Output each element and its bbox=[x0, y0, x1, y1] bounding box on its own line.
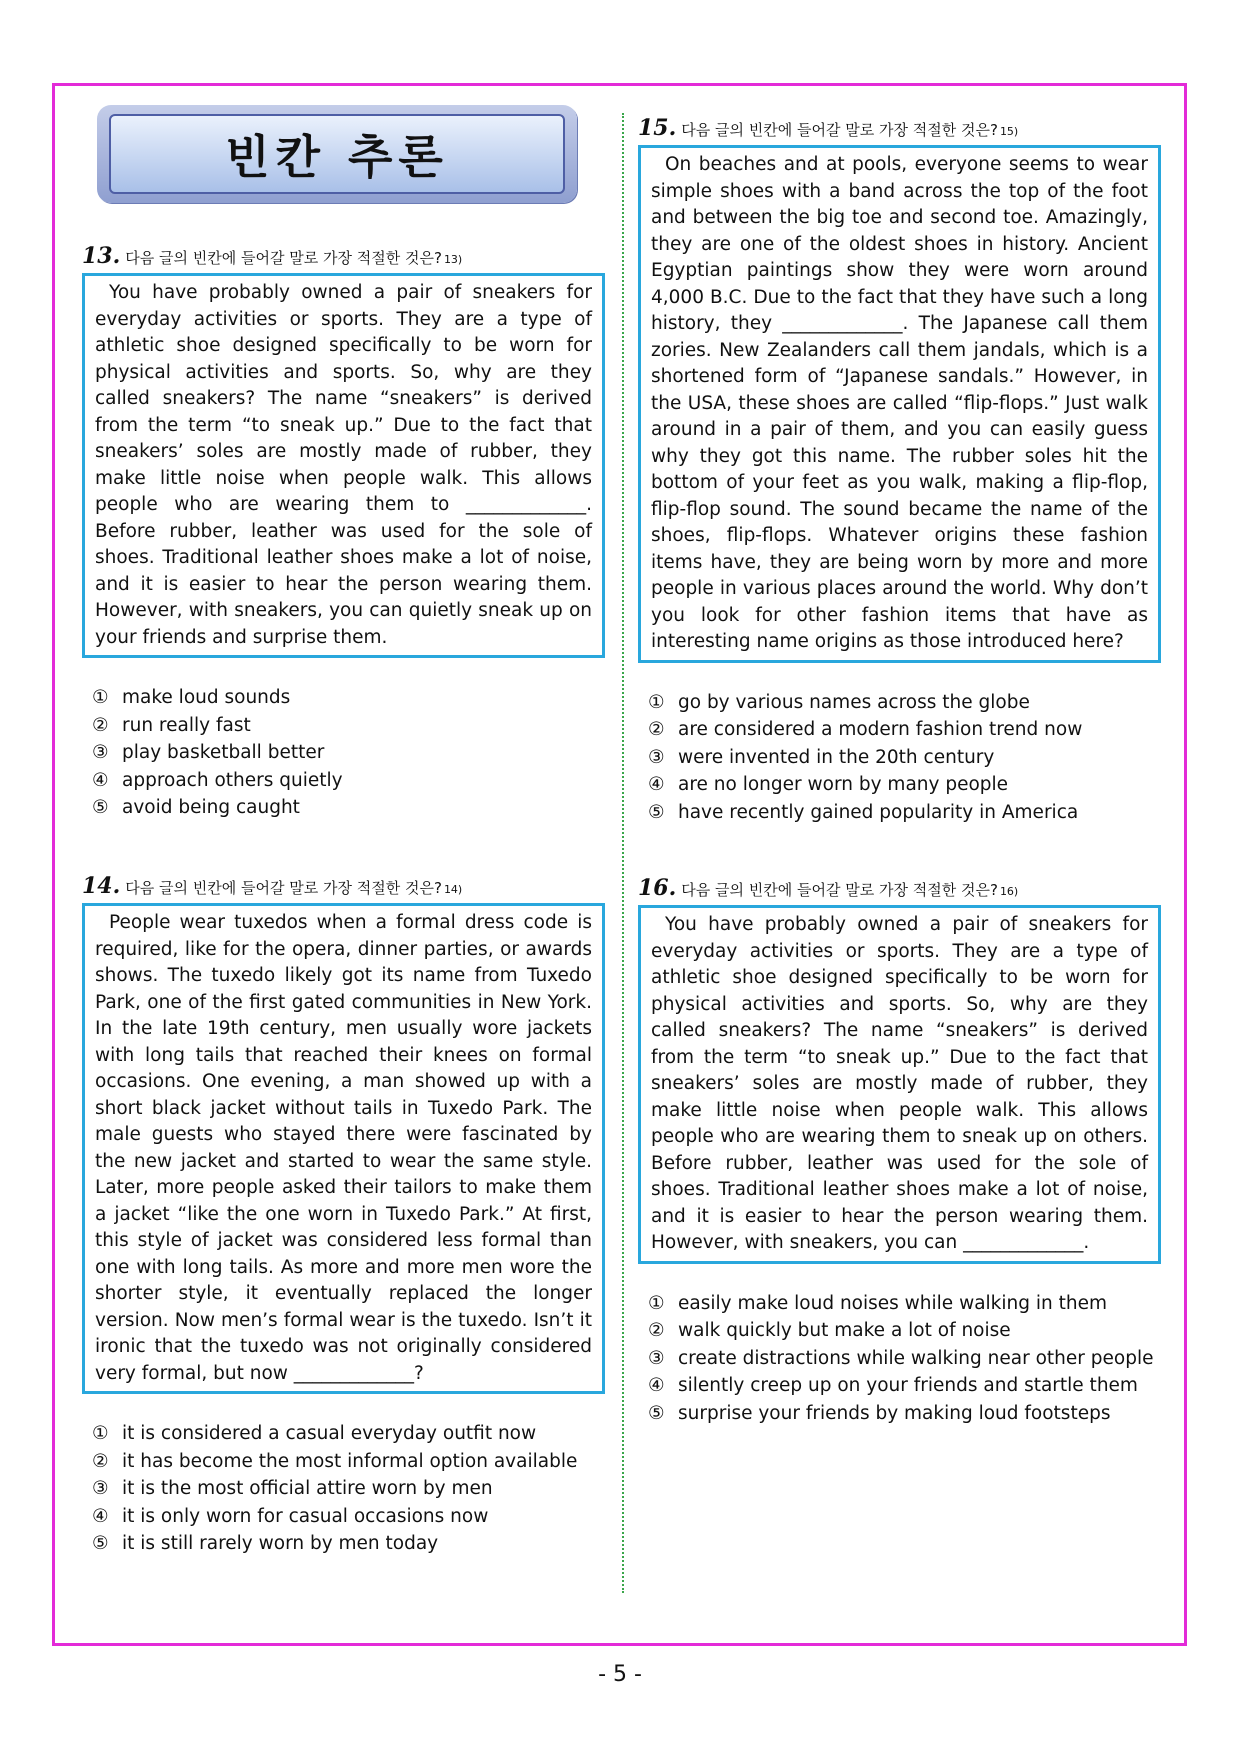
choice-item[interactable]: ③ create distractions while walking near other people bbox=[648, 1347, 1154, 1369]
question-14 bbox=[82, 873, 605, 1558]
question-prompt: 다음 글의 빈칸에 들어갈 말로 가장 적절한 것은? bbox=[125, 879, 442, 897]
question-prompt: 다음 글의 빈칸에 들어갈 말로 가장 적절한 것은? bbox=[125, 249, 442, 267]
footnote-ref: 14) bbox=[443, 883, 463, 896]
passage-box: People wear tuxedos when a formal dress code is required, like for the opera, dinner parties, or awards shows. The tuxedo likely got its name from Tuxedo Park, one of the first gated communities in New York. In the late 19th century, men usually wore jackets with long tails that reached their knees on formal occasions. One evening, a man showed up with a short black jacket without tails in Tuxedo Park. The male guests who stayed there were fascinated by the new jacket and started to wear the same style. Later, more people asked their tailors to make them a jacket “like the one worn in Tuxedo Park.” At first, this style of jacket was considered less formal than one with long tails. As more and more men wore the shorter style, it eventually replaced the longer version. Now men’s formal wear is the tuxedo. Isn’t it ironic that the tuxedo was not originally considered very formal, but now _____________? bbox=[82, 903, 605, 1394]
choice-item[interactable]: ④ are no longer worn by many people bbox=[648, 774, 1009, 796]
choice-item[interactable]: ⑤ surprise your friends by making loud footsteps bbox=[648, 1402, 1111, 1424]
choice-item[interactable]: ① it is considered a casual everyday outfit now bbox=[92, 1423, 537, 1444]
answer-choices bbox=[82, 684, 605, 822]
choice-item[interactable]: ② run really fast bbox=[92, 714, 251, 736]
choice-item[interactable]: ② walk quickly but make a lot of noise bbox=[648, 1320, 1011, 1342]
question-number: 14. bbox=[82, 873, 121, 899]
section-title: 빈칸 추론 bbox=[225, 130, 449, 184]
question-16 bbox=[638, 875, 1161, 1427]
choice-item[interactable]: ③ it is the most official attire worn by men bbox=[92, 1478, 493, 1500]
choice-item[interactable]: ⑤ it is still rarely worn by men today bbox=[92, 1533, 439, 1555]
question-prompt: 다음 글의 빈칸에 들어갈 말로 가장 적절한 것은? bbox=[681, 121, 998, 139]
footnote-ref: 16) bbox=[999, 885, 1019, 898]
question-header bbox=[638, 115, 1161, 143]
section-title-banner bbox=[97, 105, 577, 203]
passage-box: You have probably owned a pair of sneakers for everyday activities or sports. They are a type of athletic shoe designed specifically to be worn for physical activities and sports. So, why are they called sneakers? The name “sneakers” is derived from the term “to sneak up.” Due to the fact that sneakers’ soles are mostly made of rubber, they make little noise when people walk. This allows people who are wearing them to sneak up on others. Before rubber, leather was used for the sole of shoes. Traditional leather shoes make a lot of noise, and it is easier to hear the person wearing them. However, with sneakers, you can _____________. bbox=[638, 905, 1161, 1264]
passage-box: On beaches and at pools, everyone seems to wear simple shoes with a band across the top of the foot and between the big toe and second toe. Amazingly, they are one of the oldest shoes in history. Ancient Egyptian paintings show they were worn around 4,000 B.C. Due to the fact that they have such a long history, they _____________. The Japanese call them zories. New Zealanders call them jandals, which is a shortened form of “Japanese sandals.” However, in the USA, these shoes are called “flip-flops.” Just walk around in a pair of them, and you can easily guess why they got this name. The rubber soles hit the bottom of your feet as you walk, making a flip-flop, flip-flop sound. The sound became the name of the shoes, flip-flops. Whatever origins these fashion items have, they are being worn by more and more people in various places around the world. Why don’t you look for other fashion items that have as interesting name origins as those introduced here? bbox=[638, 145, 1161, 663]
question-15 bbox=[638, 115, 1161, 826]
choice-item[interactable]: ① make loud sounds bbox=[92, 687, 291, 708]
choice-item[interactable]: ③ play basketball better bbox=[92, 742, 325, 764]
choice-item[interactable]: ① go by various names across the globe bbox=[648, 691, 1030, 713]
choice-item[interactable]: ③ were invented in the 20th century bbox=[648, 746, 995, 768]
question-header bbox=[638, 875, 1161, 903]
question-prompt: 다음 글의 빈칸에 들어갈 말로 가장 적절한 것은? bbox=[681, 881, 998, 899]
question-number: 15. bbox=[638, 115, 677, 141]
choice-item[interactable]: ④ silently creep up on your friends and startle them bbox=[648, 1375, 1138, 1397]
choice-item[interactable]: ⑤ avoid being caught bbox=[92, 797, 300, 819]
choice-item[interactable]: ② it has become the most informal option available bbox=[92, 1450, 578, 1472]
choice-item[interactable]: ④ approach others quietly bbox=[92, 769, 343, 791]
choice-item[interactable]: ⑤ have recently gained popularity in America bbox=[648, 801, 1079, 823]
answer-choices bbox=[82, 1420, 605, 1558]
question-13 bbox=[82, 243, 605, 822]
footnote-ref: 13) bbox=[443, 253, 463, 266]
answer-choices bbox=[638, 689, 1161, 827]
left-column bbox=[82, 105, 605, 1555]
footnote-ref: 15) bbox=[999, 125, 1019, 138]
question-header bbox=[82, 873, 605, 901]
question-number: 16. bbox=[638, 875, 677, 901]
choice-item[interactable]: ② are considered a modern fashion trend now bbox=[648, 719, 1083, 741]
column-divider bbox=[622, 113, 624, 1593]
choice-item[interactable]: ① easily make loud noises while walking in them bbox=[648, 1292, 1108, 1314]
question-header bbox=[82, 243, 605, 271]
page-number: - 5 - bbox=[598, 1662, 642, 1687]
choice-item[interactable]: ④ it is only worn for casual occasions now bbox=[92, 1505, 489, 1527]
passage-box: You have probably owned a pair of sneakers for everyday activities or sports. They are a type of athletic shoe designed specifically to be worn for physical activities and sports. So, why are they called sneakers? The name “sneakers” is derived from the term “to sneak up.” Due to the fact that sneakers’ soles are mostly made of rubber, they make little noise when people walk. This allows people who are wearing them to _____________. Before rubber, leather was used for the sole of shoes. Traditional leather shoes make a lot of noise, and it is easier to hear the person wearing them. However, with sneakers, you can quietly sneak up on your friends and surprise them. bbox=[82, 273, 605, 658]
answer-choices bbox=[638, 1290, 1161, 1428]
question-number: 13. bbox=[82, 243, 121, 269]
